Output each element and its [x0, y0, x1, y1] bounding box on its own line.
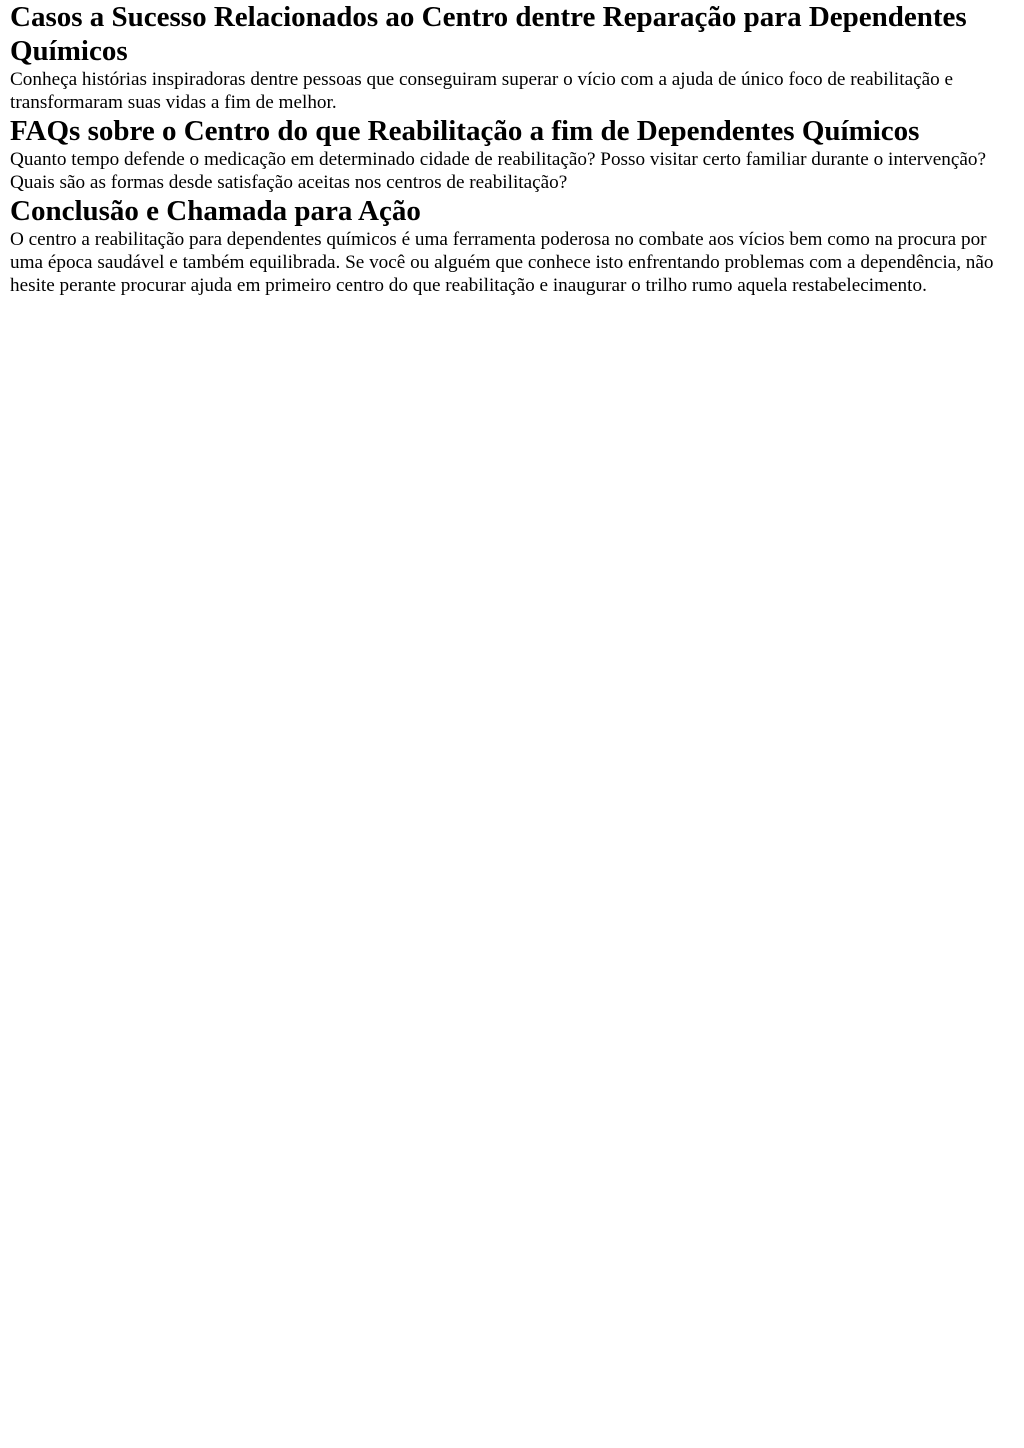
success-cases-section [10, 0, 1014, 114]
faq-section [10, 114, 1014, 194]
success-cases-heading: Casos a Sucesso Relacionados ao Centro dentre Reparação para Dependentes Químicos [10, 1, 967, 67]
conclusion-heading: Conclusão e Chamada para Ação [10, 195, 421, 227]
conclusion-text: O centro a reabilitação para dependentes químicos é uma ferramenta poderosa no combate aos vícios bem como na procura por uma época saudável e também equilibrada. Se você ou alguém que conhece isto enfrentando problemas com a dependência, não hesite perante procurar ajuda em primeiro centro do que reabilitação e inaugurar o trilho rumo aquela restabelecimento. [10, 229, 994, 296]
success-cases-text: Conheça histórias inspiradoras dentre pessoas que conseguiram superar o vício com a ajuda de único foco de reabilitação e transformaram suas vidas a fim de melhor. [10, 69, 954, 113]
faq-heading: FAQs sobre o Centro do que Reabilitação a fim de Dependentes Químicos [10, 115, 920, 147]
article-body [0, 0, 1024, 297]
conclusion-section [10, 194, 1014, 297]
faq-text: Quanto tempo defende o medicação em determinado cidade de reabilitação? Posso visitar certo familiar durante o intervenção? Quais são as formas desde satisfação aceitas nos centros de reabilitação? [10, 149, 987, 193]
